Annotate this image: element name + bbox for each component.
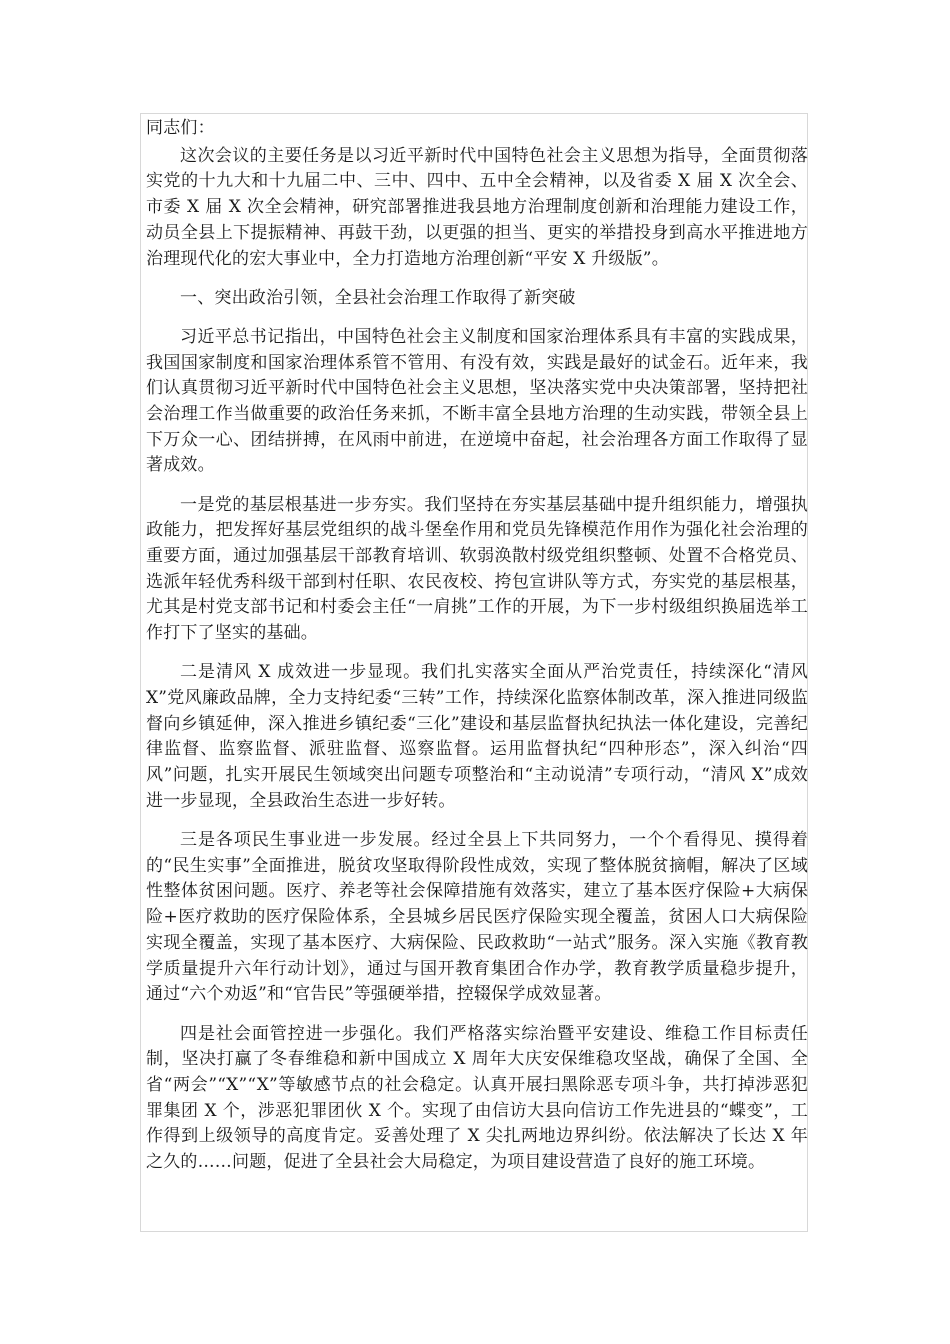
point-four-paragraph: 四是社会面管控进一步强化。我们严格落实综治暨平安建设、维稳工作目标责任制，坚决打赢了冬春维稳和新中国成立 X 周年大庆安保维稳攻坚战，确保了全国、全省“两会”“X”“X”等敏感节点的社会稳定。认真开展扫黑除恶专项斗争，共打掉涉恶犯罪集团 X 个，涉恶犯罪团伙 X 个。实现了由信访大县向信访工作先进县的“蝶变”，工作得到上级领导的高度肯定。妥善处理了 X 尖扎两地边界纠纷。依法解决了长达 X 年之久的……问题，促进了全县社会大局稳定，为项目建设营造了良好的施工环境。 — [146, 1023, 808, 1173]
point-three-paragraph: 三是各项民生事业进一步发展。经过全县上下共同努力，一个个看得见、摸得着的“民生实事”全面推进，脱贫攻坚取得阶段性成效，实现了整体脱贫摘帽，解决了区域性整体贫困问题。医疗、养老等社会保障措施有效落实，建立了基本医疗保险+大病保险+医疗救助的医疗保险体系，全县城乡居民医疗保险实现全覆盖，贫困人口大病保险实现全覆盖，实现了基本医疗、大病保险、民政救助“一站式”服务。深入实施《教育教学质量提升六年行动计划》，通过与国开教育集团合作办学，教育教学质量稳步提升，通过“六个劝返”和“官告民”等强硬举措，控辍保学成效显著。 — [146, 830, 808, 1005]
section-heading: 一、突出政治引领，全县社会治理工作取得了新突破 — [180, 287, 576, 308]
point-two-paragraph: 二是清风 X 成效进一步显现。我们扎实落实全面从严治党责任，持续深化“清风 X”党风廉政品牌，全力支持纪委“三转”工作，持续深化监察体制改革，深入推进同级监督向乡镇延伸，深入推进乡镇纪委“三化”建设和基层监督执纪执法一体化建设，完善纪律监督、监察监督、派驻监督、巡察监督。运用监督执纪“四种形态”，深入纠治“四风”问题，扎实开展民生领域突出问题专项整治和“主动说清”专项行动，“清风 X”成效进一步显现，全县政治生态进一步好转。 — [146, 662, 808, 811]
salutation: 同志们： — [146, 118, 215, 138]
point-one-paragraph: 一是党的基层根基进一步夯实。我们坚持在夯实基层基础中提升组织能力，增强执政能力，把发挥好基层党组织的战斗堡垒作用和党员先锋模范作用作为强化社会治理的重要方面，通过加强基层干部教育培训、软弱涣散村级党组织整顿、处置不合格党员、选派年轻优秀科级干部到村任职、农民夜校、挎包宣讲队等方式，夯实党的基层根基，尤其是村党支部书记和村委会主任“一肩挑”工作的开展，为下一步村级组织换届选举工作打下了坚实的基础。 — [146, 494, 808, 644]
intro-paragraph: 这次会议的主要任务是以习近平新时代中国特色社会主义思想为指导，全面贯彻落实党的十九大和十九届二中、三中、四中、五中全会精神，以及省委 X 届 X 次全会、市委 X 届 X 次全会精神，研究部署推进我县地方治理制度创新和治理能力建设工作，动员全县上下提振精神、再鼓干劲，以更强的担当、更实的举措投身到高水平推进地方治理现代化的宏大事业中，全力打造地方治理创新“平安 X 升级版”。 — [146, 145, 808, 269]
document-body — [146, 116, 808, 1189]
section-intro-paragraph: 习近平总书记指出，中国特色社会主义制度和国家治理体系具有丰富的实践成果，我国国家制度和国家治理体系管不管用、有没有效，实践是最好的试金石。近年来，我们认真贯彻习近平新时代中国特色社会主义思想，坚决落实党中央决策部署，坚持把社会治理工作当做重要的政治任务来抓，不断丰富全县地方治理的生动实践，带领全县上下万众一心、团结拼搏，在风雨中前进，在逆境中奋起，社会治理各方面工作取得了显著成效。 — [146, 326, 808, 476]
